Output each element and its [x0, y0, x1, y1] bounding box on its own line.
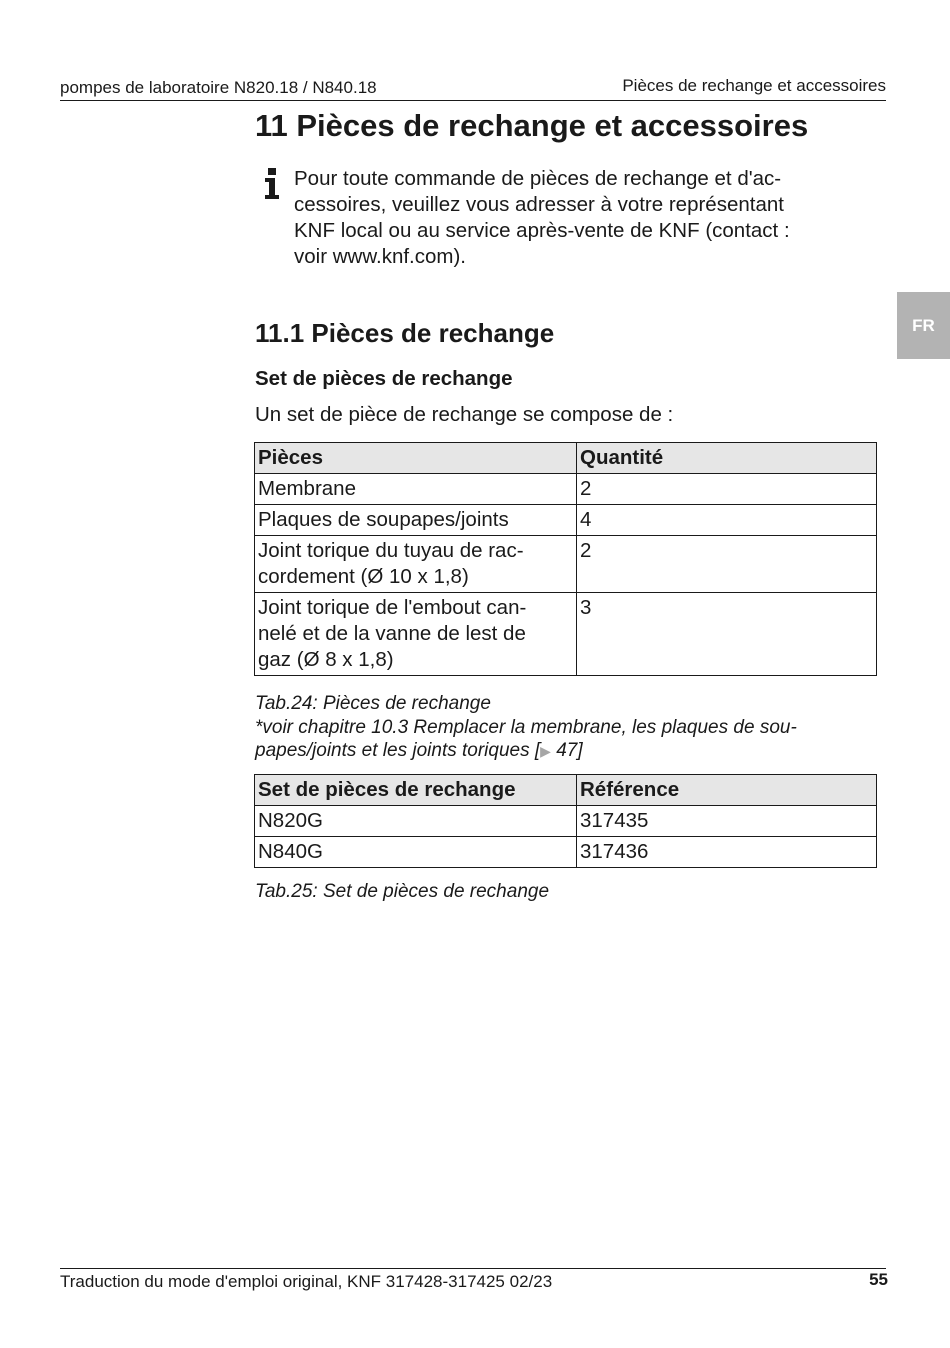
column-header-set: Set de pièces de rechange: [255, 775, 577, 806]
page-reference-link[interactable]: 47]: [550, 740, 583, 761]
page-number: 55: [869, 1270, 888, 1289]
table-header-row: [255, 775, 877, 806]
table-row: [255, 536, 877, 593]
table-row: [255, 837, 877, 868]
footer-text: Traduction du mode d'emploi original, KNF 317428-317425 02/23: [60, 1272, 553, 1291]
info-line: KNF local ou au service après-vente de KNF (contact :: [294, 219, 790, 242]
running-header-right: Pièces de rechange et accessoires: [622, 76, 886, 95]
language-tab: FR: [897, 292, 950, 359]
cross-reference-note: *voir chapitre 10.3 Remplacer la membrane, les plaques de sou- papes/joints et les joints toriques [▶ 47]: [255, 717, 797, 761]
quantity-cell: 4: [577, 505, 877, 536]
arrow-right-icon[interactable]: ▶: [540, 743, 551, 759]
info-line: cessoires, veuillez vous adresser à votre représentant: [294, 193, 784, 216]
set-cell: N840G: [255, 837, 577, 868]
column-header-reference: Référence: [577, 775, 877, 806]
chapter-title: 11 Pièces de rechange et accessoires: [255, 108, 809, 143]
table-row: [255, 505, 877, 536]
column-header-quantity: Quantité: [577, 443, 877, 474]
table-header-row: [255, 443, 877, 474]
subsection-title: Set de pièces de rechange: [255, 367, 513, 390]
table-row: [255, 806, 877, 837]
header-divider: [60, 100, 886, 101]
quantity-cell: 2: [577, 474, 877, 505]
spare-part-set-table: [254, 774, 877, 868]
info-line: Pour toute commande de pièces de rechange et d'ac-: [294, 167, 782, 190]
footer-divider: [60, 1268, 886, 1269]
table-caption: Tab.24: Pièces de rechange: [255, 693, 491, 714]
table-row: [255, 593, 877, 676]
set-cell: N820G: [255, 806, 577, 837]
reference-cell: 317435: [577, 806, 877, 837]
part-cell: Plaques de soupapes/joints: [255, 505, 577, 536]
running-header-left: pompes de laboratoire N820.18 / N840.18: [60, 78, 377, 97]
table-caption: Tab.25: Set de pièces de rechange: [255, 881, 550, 902]
reference-cell: 317436: [577, 837, 877, 868]
intro-text: Un set de pièce de rechange se compose de :: [255, 403, 674, 426]
part-cell: Joint torique du tuyau de rac- cordement (Ø 10 x 1,8): [255, 536, 577, 593]
info-icon: [262, 168, 282, 200]
spare-parts-table: [254, 442, 877, 676]
info-note: [294, 166, 854, 270]
column-header-parts: Pièces: [255, 443, 577, 474]
quantity-cell: 3: [577, 593, 877, 676]
part-cell: Joint torique de l'embout can- nelé et de la vanne de lest de gaz (Ø 8 x 1,8): [255, 593, 577, 676]
quantity-cell: 2: [577, 536, 877, 593]
part-cell: Membrane: [255, 474, 577, 505]
info-line: voir www.knf.com).: [294, 245, 466, 268]
table-row: [255, 474, 877, 505]
section-title: 11.1 Pièces de rechange: [255, 318, 555, 348]
